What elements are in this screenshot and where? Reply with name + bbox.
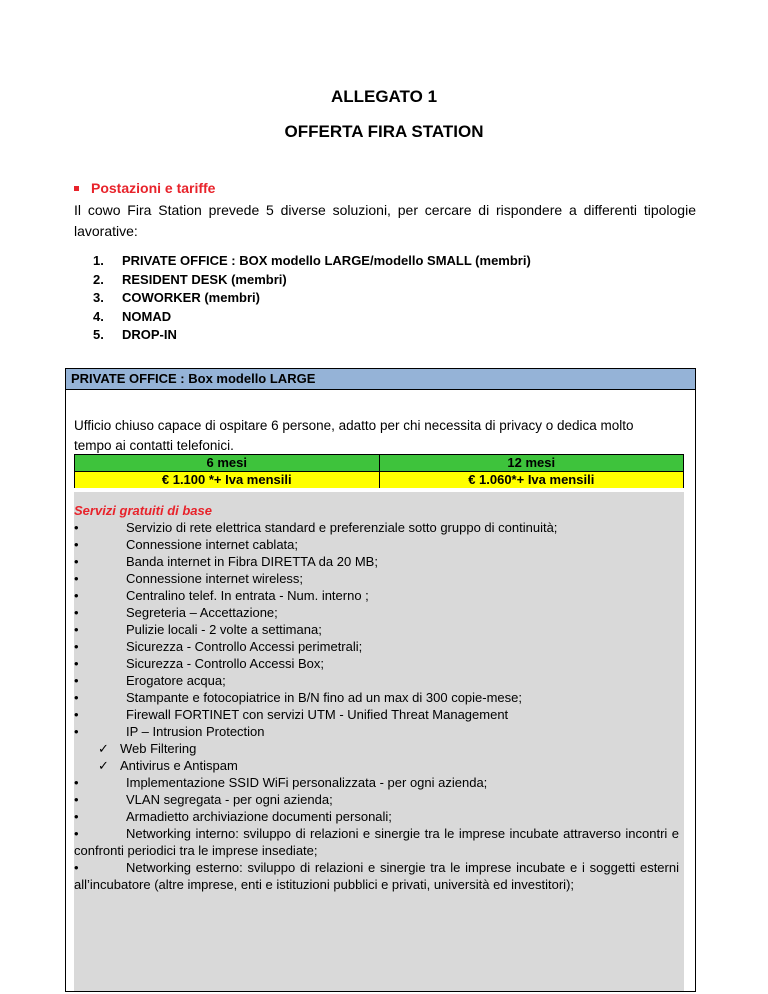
list-item: • VLAN segregata - per ogni azienda; bbox=[74, 792, 333, 807]
services-title: Servizi gratuiti di base bbox=[74, 503, 212, 518]
price-period: 6 mesi bbox=[75, 455, 379, 472]
box-description: Ufficio chiuso capace di ospitare 6 persone, adatto per chi necessita di privacy o dedica molto tempo ai contatti telefonici. bbox=[74, 418, 634, 453]
services-panel bbox=[74, 492, 684, 992]
section-heading bbox=[74, 180, 215, 196]
bullet-icon: • bbox=[74, 673, 79, 688]
list-item: • Connessione internet cablata; bbox=[74, 537, 299, 552]
list-item: 1. PRIVATE OFFICE : BOX modello LARGE/modello SMALL (membri) bbox=[93, 253, 531, 268]
services-list bbox=[74, 519, 679, 740]
bullet-icon: • bbox=[74, 707, 79, 722]
bullet-icon: • bbox=[74, 656, 79, 671]
checkmark-icon: ✓ bbox=[98, 741, 109, 756]
bullet-icon: • bbox=[74, 860, 79, 875]
list-item: • Connessione internet wireless; bbox=[74, 571, 304, 586]
price-value: € 1.060*+ Iva mensili bbox=[380, 472, 684, 488]
bullet-icon: • bbox=[74, 724, 79, 739]
price-col-6m bbox=[75, 455, 379, 487]
box-header: PRIVATE OFFICE : Box modello LARGE bbox=[66, 369, 695, 390]
list-item: • Armadietto archiviazione documenti personali; bbox=[74, 809, 392, 824]
bullet-icon: • bbox=[74, 690, 79, 705]
services-list-2 bbox=[74, 774, 679, 825]
bullet-icon: • bbox=[74, 809, 79, 824]
offerta-title: OFFERTA FIRA STATION bbox=[284, 122, 484, 141]
networking-esterno: • Networking esterno: sviluppo di relazioni e sinergie tra le imprese incubate e i soggetti esterni all’incubatore (altre imprese, enti e istituzioni pubblici e privati, università ed investitori); bbox=[74, 860, 679, 892]
price-table bbox=[74, 454, 684, 488]
list-item: • Firewall FORTINET con servizi UTM - Unified Threat Management bbox=[74, 707, 509, 722]
checkmark-icon: ✓ bbox=[98, 758, 109, 773]
list-item: • Centralino telef. In entrata - Num. interno ; bbox=[74, 588, 369, 603]
section-intro: Il cowo Fira Station prevede 5 diverse soluzioni, per cercare di rispondere a differenti tipologie lavorative: bbox=[74, 202, 696, 239]
private-office-box bbox=[65, 368, 696, 992]
bullet-icon: • bbox=[74, 588, 79, 603]
list-item: • Sicurezza - Controllo Accessi Box; bbox=[74, 656, 324, 671]
list-item: • Erogatore acqua; bbox=[74, 673, 226, 688]
list-item: ✓ Antivirus e Antispam bbox=[98, 758, 238, 773]
list-item: 3. COWORKER (membri) bbox=[93, 290, 260, 306]
list-item: 5. DROP-IN bbox=[93, 327, 177, 343]
list-item: • Banda internet in Fibra DIRETTA da 20 MB; bbox=[74, 554, 378, 569]
list-item: • IP – Intrusion Protection bbox=[74, 724, 265, 739]
price-period: 12 mesi bbox=[380, 455, 684, 472]
price-value: € 1.100 *+ Iva mensili bbox=[75, 472, 379, 488]
bullet-icon: • bbox=[74, 605, 79, 620]
price-col-12m bbox=[379, 455, 684, 487]
list-item: • Segreteria – Accettazione; bbox=[74, 605, 278, 620]
bullet-icon: • bbox=[74, 537, 79, 552]
bullet-icon: • bbox=[74, 520, 79, 535]
services-checklist bbox=[74, 740, 679, 774]
list-item: 2. RESIDENT DESK (membri) bbox=[93, 271, 287, 287]
solutions-list bbox=[93, 252, 531, 345]
bullet-icon: • bbox=[74, 639, 79, 654]
list-item: • Servizio di rete elettrica standard e preferenziale sotto gruppo di continuità; bbox=[74, 520, 558, 535]
bullet-icon: • bbox=[74, 554, 79, 569]
list-item: 4. NOMAD bbox=[93, 308, 172, 324]
bullet-icon: • bbox=[74, 775, 79, 790]
square-bullet-icon bbox=[74, 186, 79, 191]
bullet-icon: • bbox=[74, 571, 79, 586]
section-title: Postazioni e tariffe bbox=[91, 180, 216, 196]
list-item: • Sicurezza - Controllo Accessi perimetrali; bbox=[74, 639, 363, 654]
list-item: • Implementazione SSID WiFi personalizzata - per ogni azienda; bbox=[74, 775, 488, 790]
bullet-icon: • bbox=[74, 826, 79, 841]
bullet-icon: • bbox=[74, 792, 79, 807]
list-item: ✓ Web Filtering bbox=[98, 741, 197, 756]
list-item: • Pulizie locali - 2 volte a settimana; bbox=[74, 622, 322, 637]
list-item: • Stampante e fotocopiatrice in B/N fino ad un max di 300 copie-mese; bbox=[74, 690, 522, 705]
allegato-title: ALLEGATO 1 bbox=[330, 87, 438, 106]
bullet-icon: • bbox=[74, 622, 79, 637]
networking-interno: • Networking interno: sviluppo di relazioni e sinergie tra le imprese incubate attraverso incontri e confronti periodici tra le imprese insediate; bbox=[74, 826, 679, 858]
